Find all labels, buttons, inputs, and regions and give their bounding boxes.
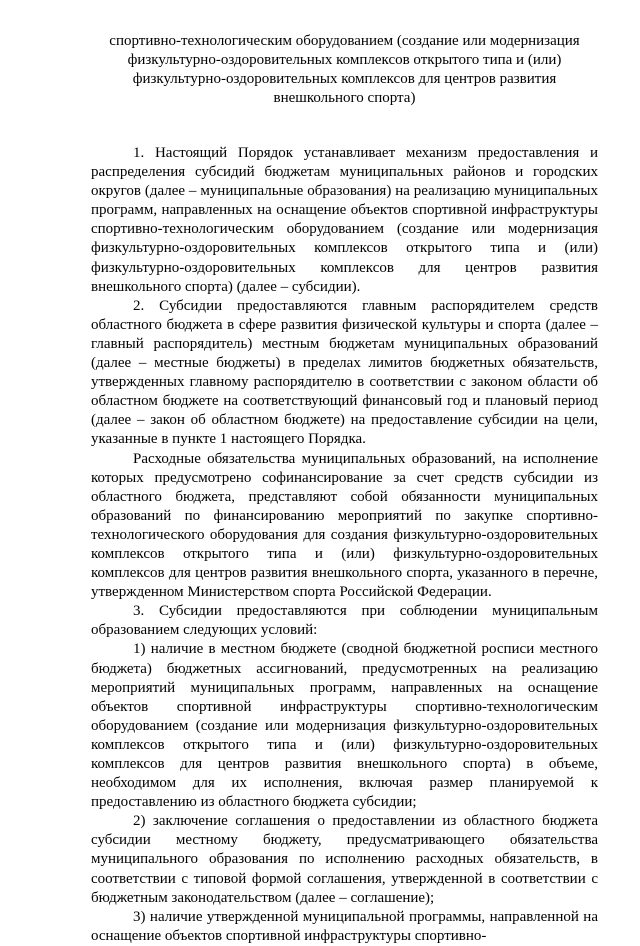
condition-3: 3) наличие утвержденной муниципальной программы, направленной на оснащение объектов спортивной инфраструктуры спортивно-	[91, 908, 598, 944]
paragraph-3: 3. Субсидии предоставляются при соблюдении муниципальным образованием следующих условий:	[91, 603, 598, 639]
paragraph-expense-obligations: Расходные обязательства муниципальных образований, на исполнение которых предусмотрено софинансирование за счет средств субсидии из областного бюджета, представляют собой обязанности муниципальных образований по финансированию мероприятий по закупке спортивно-технологического оборудования для создания физкультурно-оздоровительных комплексов открытого типа и (или) физкультурно-оздоровительных комплексов для центров развития внешкольного спорта, указанного в перечне, утвержденном Министерством спорта Российской Федерации.	[91, 450, 598, 601]
paragraph-1: 1. Настоящий Порядок устанавливает механизм предоставления и распределения субсидий бюджетам муниципальных районов и городских округов (далее – муниципальные образования) на реализацию муниципальных программ, направленных на оснащение объектов спортивной инфраструктуры спортивно-технологическим оборудованием (создание или модернизация физкультурно-оздоровительных комплексов открытого типа и (или) физкультурно-оздоровительных комплексов для центров развития внешкольного спорта) (далее – субсидии).	[91, 145, 598, 295]
paragraph-2: 2. Субсидии предоставляются главным распорядителем средств областного бюджета в сфере развития физической культуры и спорта (далее – главный распорядитель) местным бюджетам муниципальных образований (далее – местные бюджеты) в пределах лимитов бюджетных обязательств, утвержденных главному распорядителю в соответствии с законом области об областном бюджете на соответствующий финансовый год и плановый период (далее – закон об областном бюджете) на предоставление субсидии на цели, указанные в пункте 1 настоящего Порядка.	[91, 297, 598, 448]
heading-line: физкультурно-оздоровительных комплексов открытого типа и (или)	[127, 52, 562, 68]
heading-line: внешкольного спорта)	[273, 90, 416, 106]
condition-2: 2) заключение соглашения о предоставлении из областного бюджета субсидии местному бюджету, предусматривающего обязательства муниципального образования по исполнению расходных обязательств, в соответствии с типовой формой соглашения, утвержденной в соответствии с бюджетным законодательством (далее – соглашение);	[91, 813, 598, 906]
heading-line: физкультурно-оздоровительных комплексов для центров развития	[132, 71, 557, 87]
condition-1: 1) наличие в местном бюджете (сводной бюджетной росписи местного бюджета) бюджетных ассигнований, предусмотренных на реализацию мероприятий муниципальных программ, направленных на оснащение объектов спортивной инфраструктуры спортивно-технологическим оборудованием (создание или модернизация физкультурно-оздоровительных комплексов открытого типа и (или) физкультурно-оздоровительных комплексов для центров развития внешкольного спорта) в объеме, необходимом для их исполнения, включая размер планируемой к предоставлению из областного бюджета субсидии;	[91, 641, 598, 811]
document-heading	[91, 32, 598, 108]
heading-line: спортивно-технологическим оборудованием (создание или модернизация	[109, 33, 580, 49]
